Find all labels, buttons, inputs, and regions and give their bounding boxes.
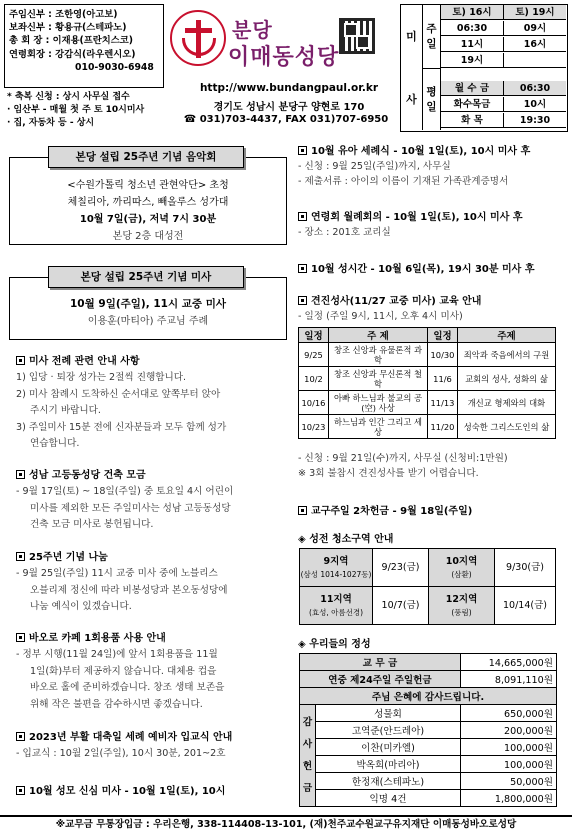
section-title-text: 성전 청소구역 안내 xyxy=(309,534,394,545)
section-line: 2) 미사 참례시 도착하신 순서대로 앞쪽부터 앉아 xyxy=(16,388,221,400)
section-title xyxy=(16,352,296,367)
section-title xyxy=(16,548,296,563)
cafe-notice xyxy=(16,629,296,713)
section-line: 위해 작은 불편을 감수하시면 좋겠습니다. xyxy=(30,698,203,710)
section-line: - 신청 : 9월 21일(수)까지, 사무실 (신청비:1만원) xyxy=(298,453,508,464)
infant-baptism-notice xyxy=(298,142,568,189)
donor-name: 성물회 xyxy=(316,705,461,722)
label-char: 금 xyxy=(302,782,313,794)
table-cell: 죄악과 죽음에서의 구원 xyxy=(458,343,556,367)
section-title-text: 2023년 부활 대축일 세례 예비자 입교식 안내 xyxy=(29,732,233,743)
parish-name-line1: 분당 xyxy=(232,18,273,42)
bullet-square-icon xyxy=(298,146,307,155)
table-cell: 10/2 xyxy=(299,367,329,391)
donor-name: 한정재(스테파노) xyxy=(316,773,461,790)
liturgy-notice xyxy=(16,352,296,453)
section-line: 연습합니다. xyxy=(30,438,80,449)
table-cell: 성숙한 그리스도인의 삶 xyxy=(458,415,556,439)
parish-logo xyxy=(170,10,226,66)
label-char: 일 xyxy=(426,100,437,113)
table-row xyxy=(299,343,556,367)
table-row xyxy=(300,705,557,722)
label-char: 주 xyxy=(426,22,437,35)
table-row xyxy=(300,756,557,773)
concert-title: 본당 설립 25주년 기념 음악회 xyxy=(48,146,244,168)
district-area: (삼성 1014-1027동) xyxy=(300,569,372,579)
mass-day: 월 수 금 xyxy=(441,81,504,96)
bullet-square-icon xyxy=(16,633,25,642)
section-title xyxy=(16,466,296,481)
confirmation-notice xyxy=(298,292,568,324)
staff-president: 총 회 장 : 이재용(프란치스코) xyxy=(9,35,133,47)
thanks-offering-label xyxy=(300,705,316,807)
section-line: 오블리제 정신에 따라 비봉성당과 본오동성당에 xyxy=(30,584,228,596)
table-row xyxy=(299,391,556,415)
district-area: (풍림) xyxy=(451,607,472,617)
section-line: - 정부 시행(11월 24일)에 앞서 1회용품을 11월 xyxy=(16,649,218,660)
blessing-notes xyxy=(4,89,164,132)
section-title-text: 연령회 월례회의 - 10월 1일(토), 10시 미사 후 xyxy=(311,212,523,223)
section-title-text: 견진성사(11/27 교중 미사) 교육 안내 xyxy=(311,296,482,307)
district-area: (효성, 아름선경) xyxy=(308,607,364,617)
bulletin-header xyxy=(4,4,568,133)
section-title-text: 25주년 기념 나눔 xyxy=(29,552,108,563)
label-char: 평 xyxy=(426,85,437,98)
section-title xyxy=(16,782,296,797)
section-title-text: 성남 고등동성당 건축 모금 xyxy=(29,470,146,481)
bank-account-footer: ※교무금 무통장입금 : 우리은행, 338-114408-13-101, (재)천주교수원교구유지재단 이매동성바오로성당 xyxy=(0,815,572,833)
section-line: ※ 3회 불참시 견진성사를 받기 어렵습니다. xyxy=(298,468,479,479)
mass-schedule xyxy=(400,4,568,132)
section-title xyxy=(298,260,568,275)
section-line: 나눔 예식이 있겠습니다. xyxy=(30,601,132,612)
table-row xyxy=(300,688,557,705)
diamond-bullet-icon: ◈ xyxy=(298,534,306,545)
staff-pastor: 주임신부 : 조한영(아고보) xyxy=(9,9,118,20)
catechumen-notice xyxy=(16,728,296,763)
section-title xyxy=(298,292,568,307)
district-cell xyxy=(300,549,373,587)
table-row xyxy=(299,367,556,391)
table-row xyxy=(300,739,557,756)
marian-mass-notice xyxy=(16,782,296,797)
offering-label: 연중 제24주일 주일헌금 xyxy=(300,671,461,688)
concert-datetime: 10월 7일(금), 저녁 7시 30분 xyxy=(79,214,217,225)
table-cell: 9/25 xyxy=(299,343,329,367)
mass-schedule-label xyxy=(401,5,423,130)
website-url[interactable]: http://www.bundangpaul.or.kr xyxy=(199,82,379,94)
table-cell: 하느님과 인간 그리고 세상 xyxy=(329,415,428,439)
thanks-header: 주님 은혜에 감사드립니다. xyxy=(300,688,557,705)
donor-amount: 200,000원 xyxy=(461,722,557,739)
table-cell: 10/23 xyxy=(299,415,329,439)
concert-venue: 본당 2층 대성전 xyxy=(112,231,184,242)
offering-amount: 8,091,110원 xyxy=(461,671,557,688)
table-cell: 11/6 xyxy=(428,367,458,391)
blessing-note: · 집, 자동차 등 - 상시 xyxy=(7,118,95,128)
district-date: 9/30(금) xyxy=(495,549,556,587)
district-cell xyxy=(429,549,495,587)
mass-time: 10시 xyxy=(504,97,566,112)
section-title-text: 10월 성시간 - 10월 6일(목), 19시 30분 미사 후 xyxy=(311,264,535,275)
section-line: - 제출서류 : 아이의 이름이 기재된 가족관계증명서 xyxy=(298,176,509,187)
mass-time: 16시 xyxy=(504,37,566,52)
mass-time: 토) 19시 xyxy=(504,5,566,20)
concert-choirs: 체칠리아, 까리따스, 빼올루스 성가대 xyxy=(67,197,229,208)
bullet-square-icon xyxy=(16,786,25,795)
parish-phone: ☎ 031)703-4437, FAX 031)707-6950 xyxy=(183,114,389,125)
table-cell: 아빠 하느님과 불교의 공(空) 사상 xyxy=(329,391,428,415)
table-row xyxy=(300,654,557,671)
section-title xyxy=(298,208,568,223)
section-title xyxy=(16,629,296,644)
section-title xyxy=(298,502,568,517)
label-char: 일 xyxy=(426,37,437,50)
parish-name-line2: 이매동성당 xyxy=(228,45,340,70)
construction-fund-notice xyxy=(16,466,296,534)
section-line: 3) 주일미사 15분 전에 신자분들과 모두 함께 성가 xyxy=(16,421,227,433)
donor-name: 고역준(안드레아) xyxy=(316,722,461,739)
donor-amount: 50,000원 xyxy=(461,773,557,790)
mass-time: 19시 xyxy=(441,53,504,68)
anniversary-mass-title: 본당 설립 25주년 기념 미사 xyxy=(48,266,244,288)
cleaning-title xyxy=(298,530,393,545)
district-area: (삼환) xyxy=(451,569,472,579)
district-name: 10지역 xyxy=(445,555,478,567)
table-cell: 창조 신앙과 유물론적 과학 xyxy=(329,343,428,367)
section-title xyxy=(16,728,296,743)
section-title-text: 미사 전례 관련 안내 사항 xyxy=(29,356,140,367)
label-char: 미 xyxy=(406,30,417,44)
table-header-row xyxy=(299,328,556,343)
confirmation-schedule-table xyxy=(298,327,556,439)
cleaning-schedule-table xyxy=(299,548,556,625)
anniversary-mass-celebrant: 이용훈(마티아) 주교님 주례 xyxy=(87,316,209,327)
table-cell: 10/16 xyxy=(299,391,329,415)
table-cell: 10/30 xyxy=(428,343,458,367)
donor-name: 이찬(미카엘) xyxy=(316,739,461,756)
offering-label: 교 무 금 xyxy=(300,654,461,671)
concert-notice xyxy=(9,157,287,245)
section-line: - 신청 : 9월 25일(주일)까지, 사무실 xyxy=(298,161,451,172)
bullet-square-icon xyxy=(16,732,25,741)
district-date: 10/7(금) xyxy=(373,587,429,625)
section-title-text: 바오로 카페 1회용품 사용 안내 xyxy=(29,633,166,644)
district-cell xyxy=(429,587,495,625)
table-row xyxy=(300,773,557,790)
bullet-square-icon xyxy=(16,356,25,365)
column-header: 일정 xyxy=(299,328,329,343)
section-title-text: 교구주일 2차헌금 - 9월 18일(주일) xyxy=(311,506,473,517)
staff-box xyxy=(4,4,164,88)
donor-amount: 1,800,000원 xyxy=(461,790,557,807)
bullet-square-icon xyxy=(298,296,307,305)
bullet-square-icon xyxy=(298,212,307,221)
parish-address: 경기도 성남시 분당구 양현로 170 xyxy=(213,102,365,113)
mass-day: 화 목 xyxy=(441,113,504,128)
section-line: 바오로 홀에 준비하겠습니다. 창조 생태 보존을 xyxy=(30,682,225,693)
label-char: 사 xyxy=(406,92,417,106)
table-row xyxy=(300,790,557,807)
blessing-note: * 축복 신청 : 상시 사무실 접수 xyxy=(7,92,130,102)
bullet-square-icon xyxy=(16,470,25,479)
mass-time: 11시 xyxy=(441,37,504,52)
diamond-bullet-icon: ◈ xyxy=(298,639,306,650)
section-title xyxy=(298,142,568,157)
staff-associate: 보좌신부 : 황용규(스테파노) xyxy=(9,22,127,34)
table-cell: 11/13 xyxy=(428,391,458,415)
section-line: 1) 입당 · 퇴장 성가는 2절씩 진행합니다. xyxy=(16,372,187,383)
section-line: - 입교식 : 10월 2일(주일), 10시 30분, 201~2호 xyxy=(16,748,226,759)
second-collection-notice xyxy=(298,502,568,517)
district-name: 12지역 xyxy=(445,593,478,605)
section-line: - 장소 : 201호 교리실 xyxy=(298,227,391,238)
district-name: 11지역 xyxy=(320,593,352,605)
mass-time: 09시 xyxy=(504,21,566,36)
section-line: 건축 모금 미사로 봉헌됩니다. xyxy=(30,519,154,530)
label-char: 사 xyxy=(302,738,313,750)
mass-time: 19:30 xyxy=(504,113,566,128)
table-row xyxy=(300,722,557,739)
donor-amount: 650,000원 xyxy=(461,705,557,722)
table-row xyxy=(300,671,557,688)
donor-amount: 100,000원 xyxy=(461,739,557,756)
table-row xyxy=(300,549,556,587)
table-row xyxy=(299,415,556,439)
district-date: 10/14(금) xyxy=(495,587,556,625)
district-cell xyxy=(300,587,373,625)
confirmation-notes xyxy=(298,451,568,481)
blessing-note: · 임산부 - 매월 첫 주 토 10시미사 xyxy=(7,105,145,115)
table-cell: 창조 신앙과 무신론적 철학 xyxy=(329,367,428,391)
section-title-text: 10월 성모 신심 미사 - 10월 1일(토), 10시 xyxy=(29,786,226,797)
anniversary-mass-datetime: 10월 9일(주일), 11시 교중 미사 xyxy=(69,298,227,310)
bullet-square-icon xyxy=(16,552,25,561)
bullet-square-icon xyxy=(298,506,307,515)
offering-title xyxy=(298,635,371,650)
memorial-meeting-notice xyxy=(298,208,568,240)
sunday-label xyxy=(423,5,441,69)
section-title-text: 10월 유아 세례식 - 10월 1일(토), 10시 미사 후 xyxy=(311,146,531,157)
district-date: 9/23(금) xyxy=(373,549,429,587)
section-line: - 9월 25일(주일) 11시 교중 미사 중에 노블리스 xyxy=(16,568,218,579)
donor-name: 익명 4건 xyxy=(316,790,461,807)
staff-association: 연령회장 : 강감식(라우렌시오) xyxy=(9,48,136,60)
mass-time: 06:30 xyxy=(441,21,504,36)
table-cell: 11/20 xyxy=(428,415,458,439)
section-line: 1일(화)부터 제공하지 않습니다. 대체용 컵을 xyxy=(30,665,217,677)
offering-amount: 14,665,000원 xyxy=(461,654,557,671)
district-name: 9지역 xyxy=(323,555,349,567)
sharing-notice xyxy=(16,548,296,616)
qr-code-icon xyxy=(339,18,375,54)
offering-table xyxy=(299,653,557,807)
section-line: 미사를 제외한 모든 주일미사는 성남 고등동성당 xyxy=(30,502,231,514)
label-char: 감 xyxy=(302,716,313,728)
label-char: 헌 xyxy=(302,760,313,772)
column-header: 일정 xyxy=(428,328,458,343)
section-line: 주시기 바랍니다. xyxy=(30,405,101,416)
holy-hour-notice xyxy=(298,260,568,275)
column-header: 주 제 xyxy=(329,328,428,343)
mass-time: 토) 16시 xyxy=(441,5,504,20)
donor-name: 박옥희(마리아) xyxy=(316,756,461,773)
table-cell: 교회의 성사, 성화의 삶 xyxy=(458,367,556,391)
section-line: - 일정 (주일 9시, 11시, 오후 4시 미사) xyxy=(298,311,463,322)
bullet-square-icon xyxy=(298,264,307,273)
mass-time: 06:30 xyxy=(504,81,566,96)
table-cell: 개신교 형제와의 대화 xyxy=(458,391,556,415)
weekday-label xyxy=(423,69,441,130)
mass-day: 화수목금 xyxy=(441,97,504,112)
concert-guest: <수원가톨릭 청소년 관현악단> 초청 xyxy=(67,180,229,191)
staff-phone: 010-9030-6948 xyxy=(75,61,154,73)
table-row xyxy=(300,587,556,625)
column-header: 주제 xyxy=(458,328,556,343)
section-line: - 9월 17일(토) ~ 18일(주일) 중 토요일 4시 어린이 xyxy=(16,486,234,497)
mass-time xyxy=(504,53,566,68)
section-title-text: 우리들의 정성 xyxy=(309,639,371,650)
donor-amount: 100,000원 xyxy=(461,756,557,773)
